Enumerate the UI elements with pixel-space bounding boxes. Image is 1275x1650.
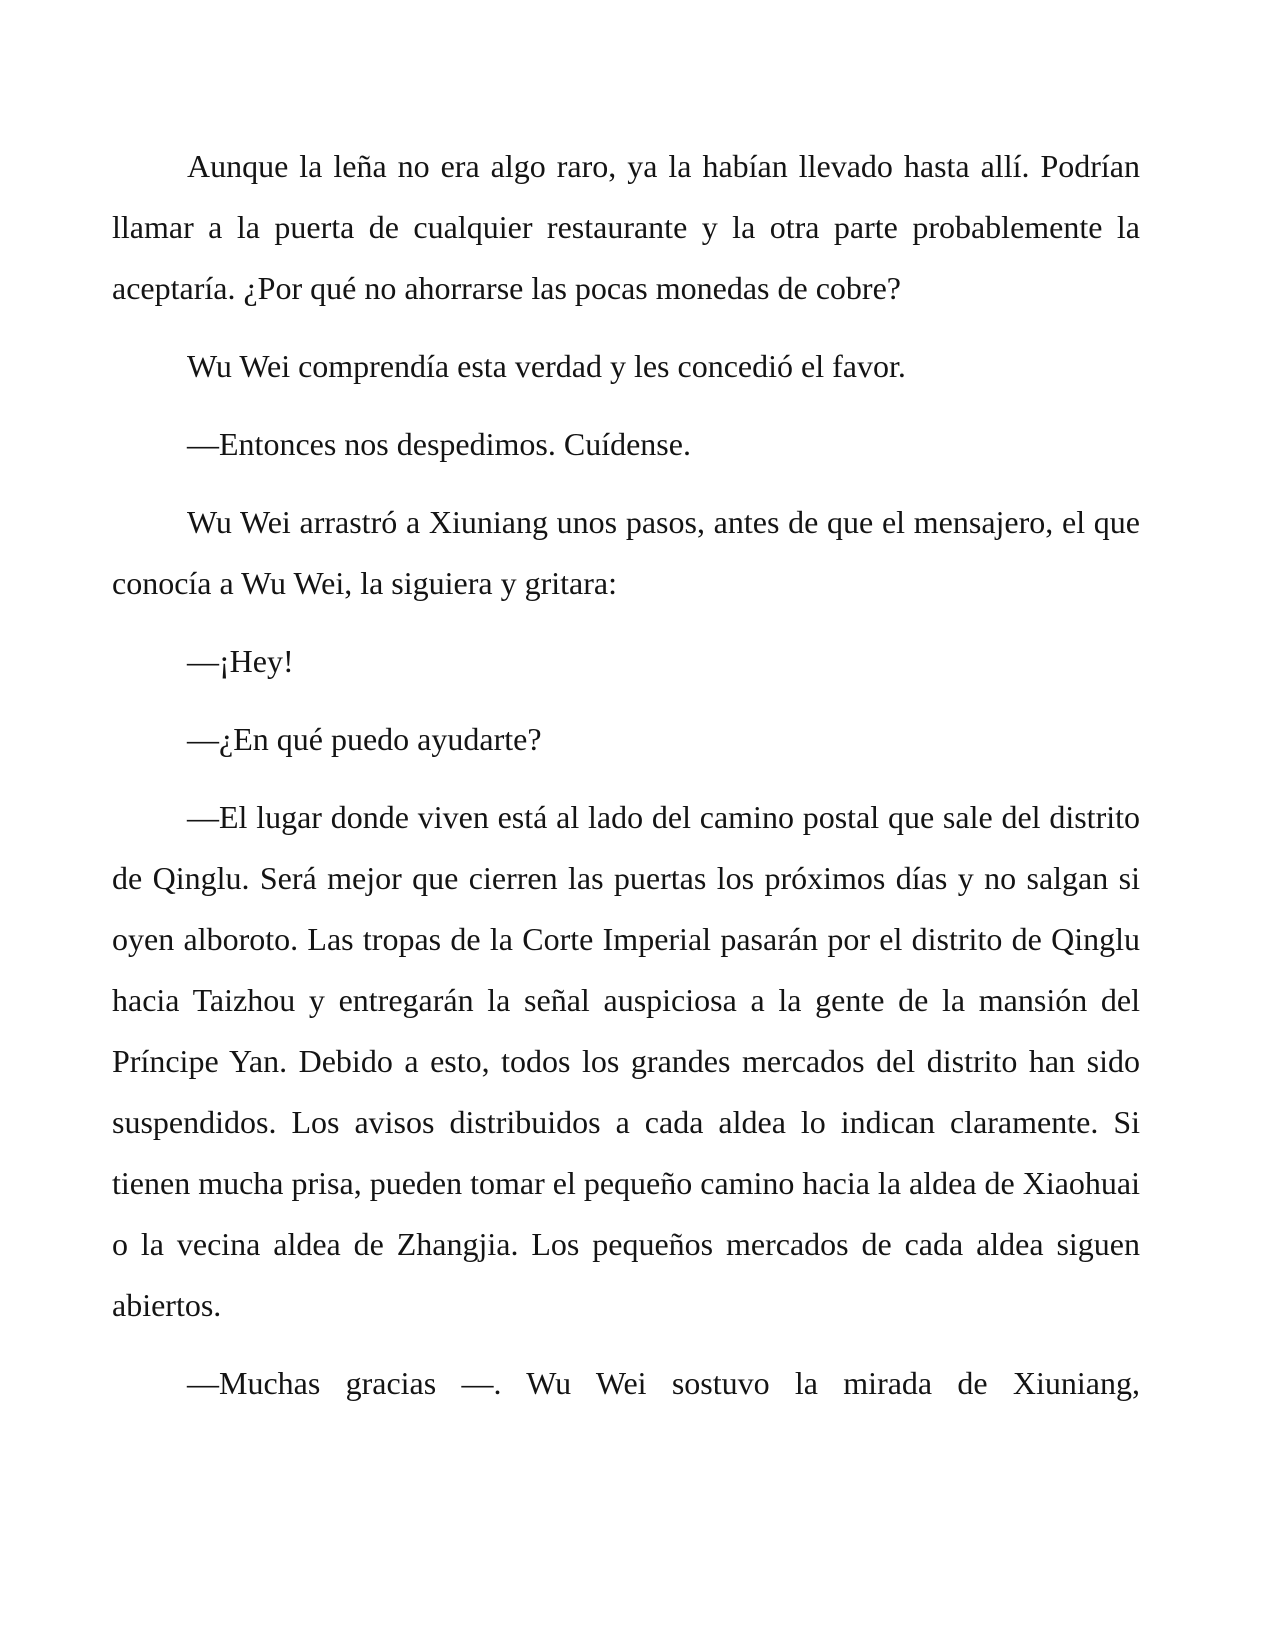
paragraph-1: Aunque la leña no era algo raro, ya la habían llevado hasta allí. Podrían llamar a la puerta de cualquier restaurante y la otra parte probablemente la aceptaría. ¿Por qué no ahorrarse las pocas monedas de cobre?	[112, 148, 1140, 306]
paragraph-3: —Entonces nos despedimos. Cuídense.	[187, 426, 691, 462]
paragraph-4: Wu Wei arrastró a Xiuniang unos pasos, antes de que el mensajero, el que conocía a Wu Wei, la siguiera y gritara:	[112, 504, 1140, 601]
paragraph-7: —El lugar donde viven está al lado del camino postal que sale del distrito de Qinglu. Será mejor que cierren las puertas los próximos días y no salgan si oyen alboroto. Las tropas de la Corte Imperial pasarán por el distrito de Qinglu hacia Taizhou y entregarán la señal auspiciosa a la gente de la mansión del Príncipe Yan. Debido a esto, todos los grandes mercados del distrito han sido suspendidos. Los avisos distribuidos a cada aldea lo indican claramente. Si tienen mucha prisa, pueden tomar el pequeño camino hacia la aldea de Xiaohuai o la vecina aldea de Zhangjia. Los pequeños mercados de cada aldea siguen abiertos.	[112, 799, 1141, 1323]
page-body	[112, 136, 1140, 1431]
paragraph-5: —¡Hey!	[187, 643, 294, 679]
paragraph-2: Wu Wei comprendía esta verdad y les concedió el favor.	[187, 348, 906, 384]
paragraph-6: —¿En qué puedo ayudarte?	[187, 721, 542, 757]
paragraph-8: —Muchas gracias —. Wu Wei sostuvo la mirada de Xiuniang,	[187, 1365, 1140, 1401]
